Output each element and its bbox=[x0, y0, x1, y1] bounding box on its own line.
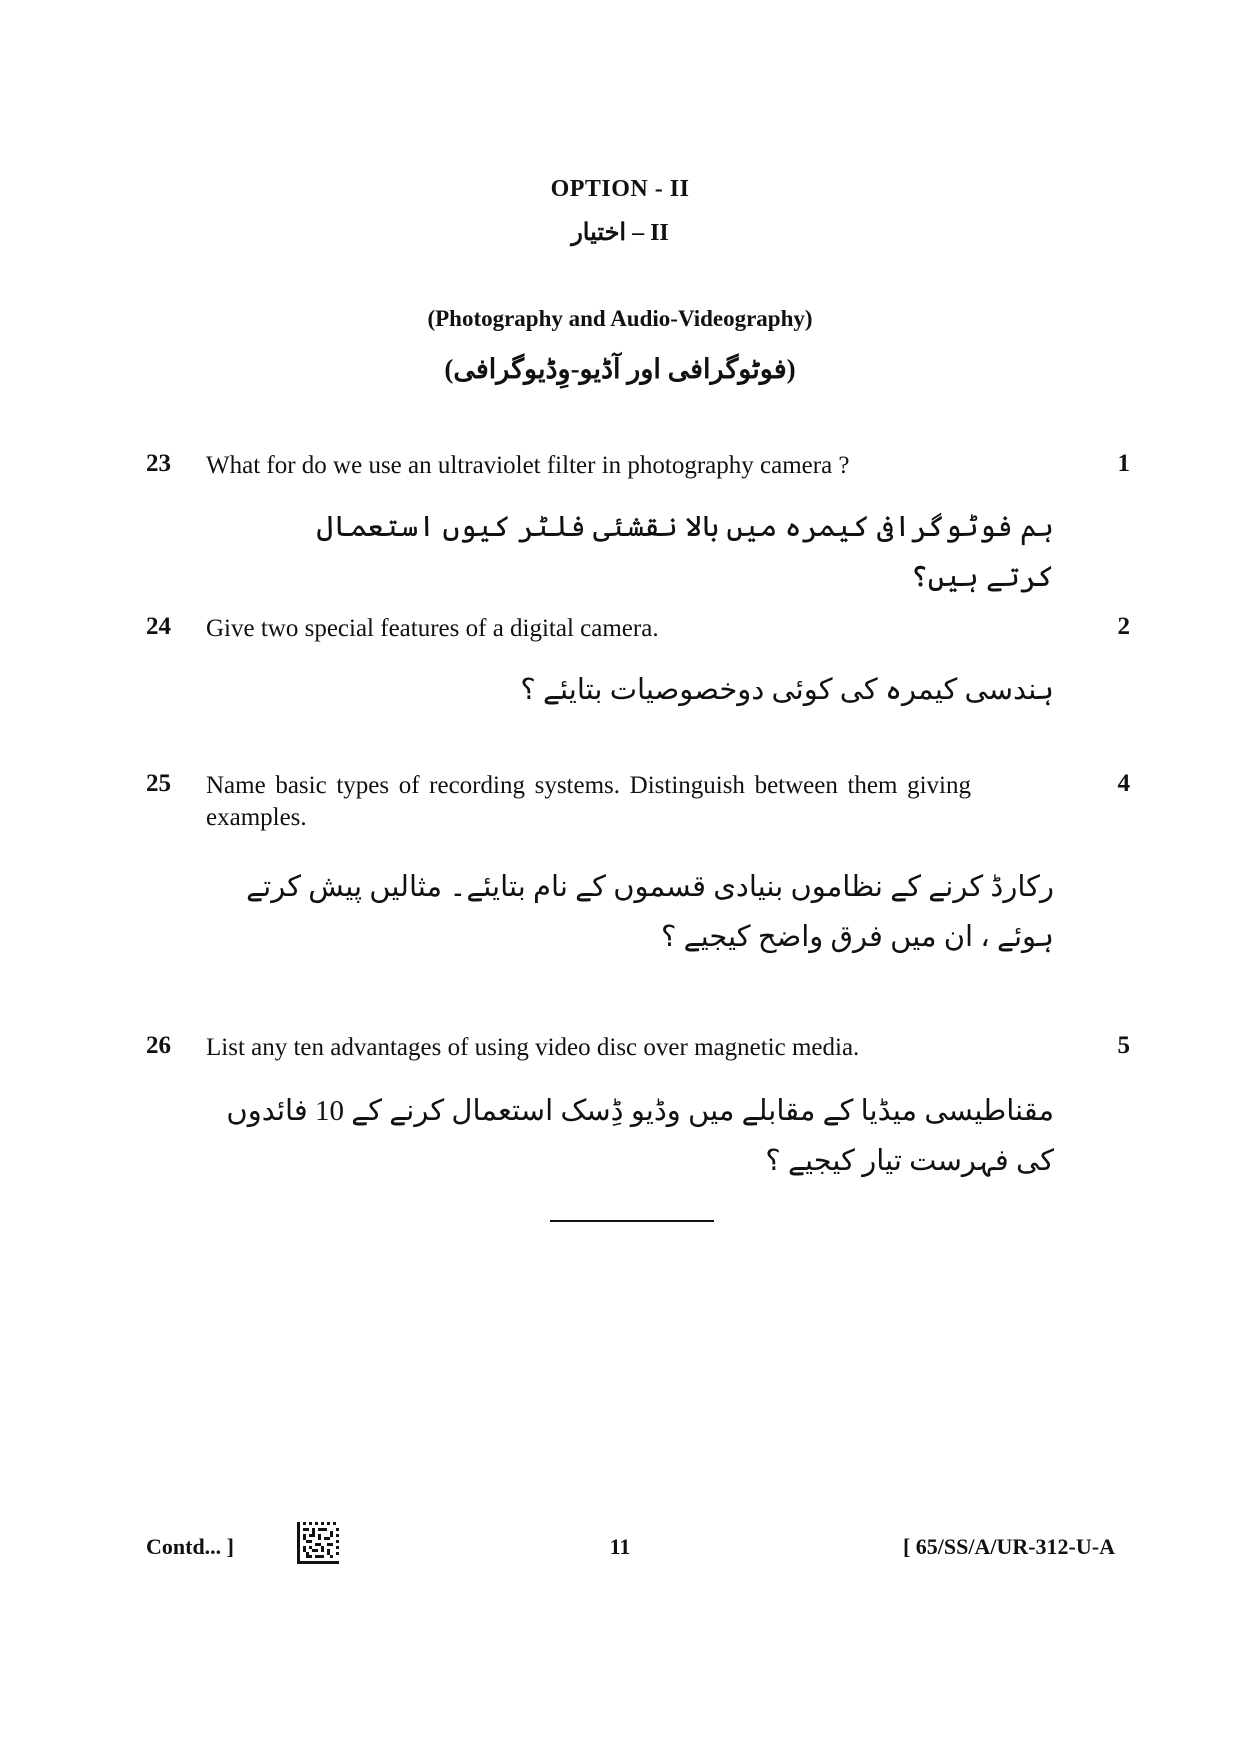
question-number: 26 bbox=[146, 1032, 171, 1059]
question-text: List any ten advantages of using video disc over magnetic media. bbox=[206, 1034, 860, 1061]
question-marks: 5 bbox=[1117, 1032, 1130, 1059]
question-text-urdu: ہم فوٹوگرافی کیمرہ میں بالا نقشئی فلٹر کیوں استعمال کرتے ہیں؟ bbox=[316, 511, 1054, 593]
subject-title-urdu: (فوٹوگرافی اور آڈیو-وِڈیوگرافی) bbox=[444, 354, 796, 384]
option-title: OPTION - II bbox=[550, 176, 690, 202]
question-marks: 1 bbox=[1117, 450, 1130, 477]
subject-title: (Photography and Audio-Videography) bbox=[427, 306, 813, 331]
question-text: Name basic types of recording systems. Distinguish between them giving examples. bbox=[206, 772, 971, 831]
page-number: 11 bbox=[609, 1534, 631, 1559]
contd-label: Contd... ] bbox=[146, 1534, 235, 1559]
question-text-urdu: رکارڈ کرنے کے نظاموں بنیادی قسموں کے نام بتایئے۔ مثالیں پیش کرتے ہوئے ، ان میں فرق واضح کیجیے ؟ bbox=[246, 871, 1054, 953]
option-title-urdu: II – اختیار bbox=[571, 220, 669, 246]
question-marks: 4 bbox=[1117, 770, 1130, 797]
question-number: 25 bbox=[146, 770, 171, 797]
paper-code: [ 65/SS/A/UR-312-U-A bbox=[902, 1534, 1115, 1559]
question-marks: 2 bbox=[1117, 613, 1130, 640]
question-number: 23 bbox=[146, 450, 171, 477]
question-text: What for do we use an ultraviolet filter in photography camera ? bbox=[206, 452, 850, 479]
question-number: 24 bbox=[146, 613, 171, 640]
end-divider bbox=[550, 1220, 714, 1222]
question-text-urdu: ہندسی کیمرہ کی کوئی دوخصوصیات بتایئے ؟ bbox=[520, 674, 1054, 706]
question-text-urdu: مقناطیسی میڈیا کے مقابلے میں وڈیو ڈِسک استعمال کرنے کے 10 فائدوں کی فہرست تیار کیجیے ؟ bbox=[226, 1095, 1054, 1177]
question-text: Give two special features of a digital camera. bbox=[206, 615, 659, 642]
